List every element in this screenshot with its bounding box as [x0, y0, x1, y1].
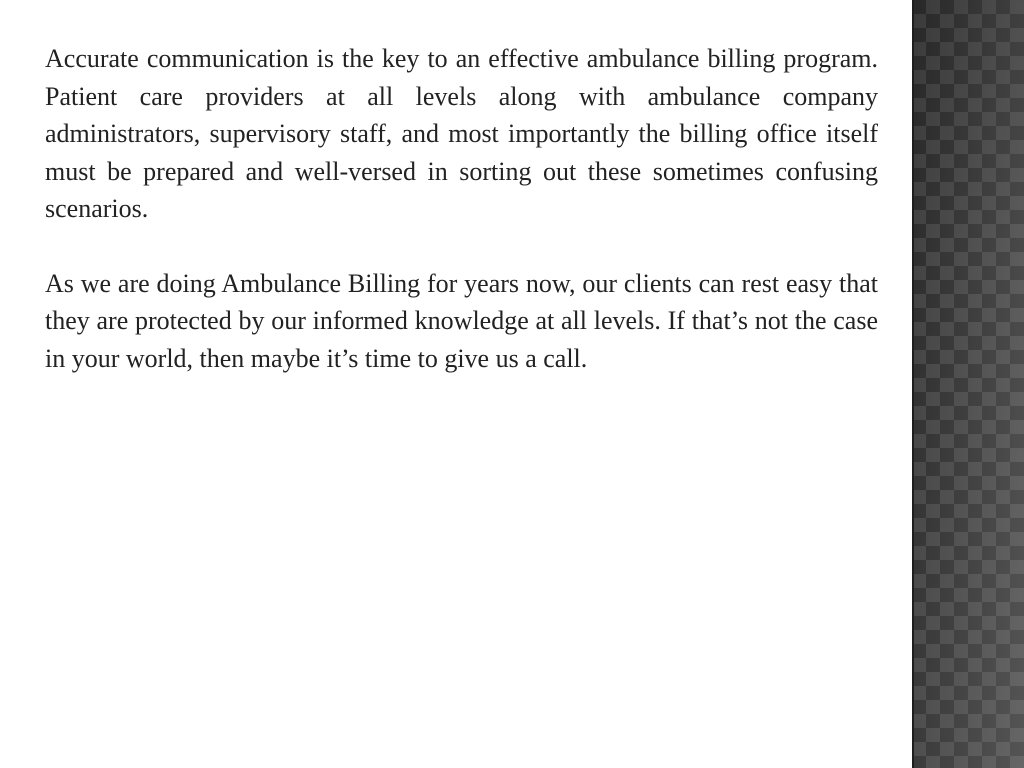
sidebar-edge-divider	[912, 0, 914, 768]
paragraph-1: Accurate communication is the key to an effective ambulance billing program. Patient care providers at all levels along with ambulance company administrators, supervisory staff, and most importantly the billing office itself must be prepared and well-versed in sorting out these sometimes confusing scenarios.	[45, 44, 878, 223]
decorative-sidebar	[912, 0, 1024, 768]
paragraph-2: As we are doing Ambulance Billing for years now, our clients can rest easy that they are protected by our informed knowledge at all levels. If that’s not the case in your world, then maybe it’s time to give us a call.	[45, 268, 878, 373]
slide-body	[45, 40, 878, 414]
